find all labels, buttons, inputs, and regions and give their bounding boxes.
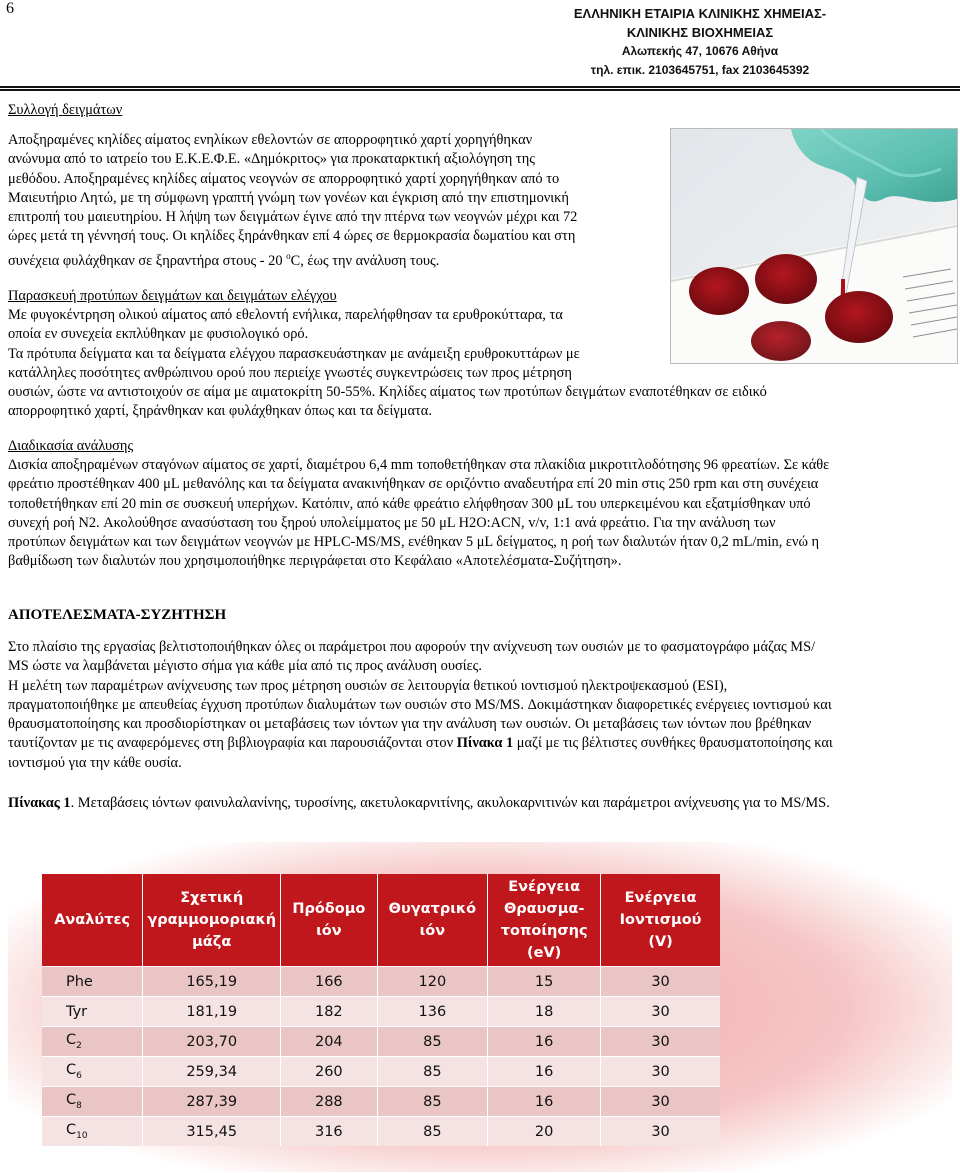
text-line: ώρες μετά τη γέννησή τους. Οι κηλίδες ξηράνθηκαν επί 4 ώρες σε θερμοκρασία δωματίου και στη [8,228,576,245]
text-line: Στο πλαίσιο της εργασίας βελτιστοποιήθηκαν όλες οι παράμετροι που αφορούν την ανίχνευση των ουσιών με το φασματογράφο μάζας MS/ [8,639,816,655]
cell-analyte: Phe [42,967,143,997]
text-line: πραγματοποιήθηκε με απευθείας έγχυση προτύπων διαλυμάτων των ουσιών στο MS/MS. Δοκιμάστηκαν διαφορετικές ενέργειες ιοντισμού και [8,696,832,713]
sample-collection-heading: Συλλογή δειγμάτων [8,102,123,118]
col-header-analytes: Αναλύτες [42,874,143,967]
cell-analyte: $C_2$ [42,1027,143,1057]
letterhead-phone: τηλ. επικ. 2103645751, fax 2103645392 [590,63,810,77]
text-line: θραυσματοποίησης και προσδιορίστηκαν οι μεταβάσεις των ιόντων για την ανάλυση των ουσιών. Οι μεταβάσεις των ιόντων που βρέθηκαν [8,716,812,733]
text-line: MS ώστε να λαμβάνεται μέγιστο σήμα για κάθε μία από τις προς ανάλυση ουσίες. [8,658,482,675]
cell-ionization-energy: 30 [601,997,720,1027]
cell-analyte: $C_8$ [42,1087,143,1117]
col-header-molar-mass: Σχετική γραμμομοριακή μάζα [143,874,281,967]
table-caption-label: Πίνακας 1 [8,795,71,811]
table-reference: Πίνακα 1 [456,735,514,752]
cell-molar-mass: 165,19 [143,967,281,997]
cell-product-ion: 85 [377,1027,488,1057]
letterhead-line-2: ΚΛΙΝΙΚΗΣ ΒΙΟΧΗΜΕΙΑΣ [626,25,774,40]
cell-collision-energy: 16 [488,1087,601,1117]
cell-precursor-ion: 182 [281,997,377,1027]
letterhead-address: Αλωπεκής 47, 10676 Αθήνα [621,44,779,58]
text-line: προτύπων δειγμάτων και των δειγμάτων νεογνών με HPLC-MS/MS, ενέθηκαν 5 μL δείγματος, η ροή των διαλυτών ήταν 0,2 mL/min, ενώ η [8,534,820,551]
cell-analyte: $C_6$ [42,1057,143,1087]
text-line: Η μελέτη των παραμέτρων ανίχνευσης των προς μέτρηση ουσιών σε λειτουργία θετικού ιοντισμού ηλεκτροψεκασμού (ESI), [8,677,728,694]
cell-molar-mass: 181,19 [143,997,281,1027]
cell-collision-energy: 18 [488,997,601,1027]
procedure-paragraph [8,456,958,572]
text-line: Αποξηραμένες κηλίδες αίματος ενηλίκων εθελοντών σε απορροφητικό χαρτί χορηγήθηκαν [8,132,533,148]
cell-precursor-ion: 288 [281,1087,377,1117]
cell-ionization-energy: 30 [601,1087,720,1117]
cell-precursor-ion: 260 [281,1057,377,1087]
text-line: φρεάτιο προστέθηκαν 400 μL μεθανόλης και τα δείγματα ανακινήθηκαν σε οριζόντιο αναδευτήρα επί 20 min στις 250 rpm και στη συνέχεια [8,476,819,493]
cell-analyte: $C_{10}$ [42,1117,143,1147]
cell-precursor-ion: 166 [281,967,377,997]
text-line: ανώνυμα από το ιατρείο του Ε.Κ.Ε.Φ.Ε. «Δημόκριτος» για προκαταρκτική αξιολόγηση της [8,151,535,168]
text-line: Με φυγοκέντρηση ολικού αίματος από εθελοντή ενήλικα, παρελήφθησαν τα ερυθροκύτταρα, τα [8,307,563,323]
text-line: επιτροπή του μαιευτηρίου. Η λήψη των δειγμάτων έγινε από την πτέρνα των νεογνών μέχρι και 72 [8,209,578,226]
cell-molar-mass: 287,39 [143,1087,281,1117]
text-line: Μαιευτήριο Λητώ, με τη σύμφωνη γραπτή γνώμη των γονέων και έγκριση από την επιστημονική [8,189,569,206]
sample-collection-paragraph [8,131,673,271]
text-line: μεθόδου. Αποξηραμένες κηλίδες αίματος νεογνών σε απορροφητικό χαρτί χορηγήθηκαν από το [8,170,560,187]
standards-heading: Παρασκευή προτύπων δειγμάτων και δειγμάτων ελέγχου [8,288,337,304]
cell-product-ion: 136 [377,997,488,1027]
cell-collision-energy: 16 [488,1027,601,1057]
col-header-ionization-energy: Ενέργεια Ιοντισμού (V) [601,874,720,967]
cell-ionization-energy: 30 [601,1027,720,1057]
cell-product-ion: 85 [377,1057,488,1087]
table-glow-background [8,842,952,1172]
text-line: κατάλληλες ποσότητες ανθρώπινου ορού που περιείχε γνωστές συγκεντρώσεις των προς μέτρηση [8,364,572,381]
page-number: 6 [6,0,14,17]
ion-transitions-table [42,874,720,1146]
cell-product-ion: 120 [377,967,488,997]
col-header-collision-energy: Ενέργεια Θραυσμα-τοποίησης (eV) [488,874,601,967]
text-line: απορροφητικό χαρτί, ξηράνθηκαν και φυλάχθηκαν όπως και τα δείγματα. [8,403,432,420]
text-line: ταυτίζονταν με τις αναφερόμενες στη βιβλιογραφία και παρουσιάζονται στον Πίνακα 1 μαζί με τις βέλτιστες συνθήκες θραυσματοποίησης και [8,735,833,752]
text-line: βαθμίδωση των διαλυτών που χρησιμοποιήθηκε περιγράφεται στο Κεφάλαιο «Αποτελέσματα-Συζήτηση». [8,553,622,570]
cell-molar-mass: 203,70 [143,1027,281,1057]
table-caption: Πίνακας 1. Μεταβάσεις ιόντων φαινυλαλανίνης, τυροσίνης, ακετυλοκαρνιτίνης, ακυλοκαρνιτινών και παράμετροι ανίχνευσης για το MS/MS. [8,795,830,811]
cell-ionization-energy: 30 [601,1117,720,1147]
table-row [42,1027,720,1057]
results-paragraph [8,638,958,773]
table-header-row [42,874,720,967]
cell-product-ion: 85 [377,1117,488,1147]
cell-collision-energy: 15 [488,967,601,997]
procedure-heading: Διαδικασία ανάλυσης [8,438,134,454]
table-row [42,1057,720,1087]
table-row [42,1117,720,1147]
header-divider [0,86,960,91]
letterhead-line-1: ΕΛΛΗΝΙΚΗ ΕΤΑΙΡΙΑ ΚΛΙΝΙΚΗΣ ΧΗΜΕΙΑΣ- [573,6,827,21]
text-line: τοποθετήθηκαν επί 20 min σε συσκευή υπερήχων. Κατόπιν, από κάθε φρεάτιο ελήφθησαν 300 μL του υπερκειμένου και εξατμίσθηκαν υπό [8,495,811,512]
text-line: συνέχεια φυλάχθηκαν σε ξηραντήρα στους - 20 $^o$C, έως την ανάλυση τους. [8,250,440,269]
letterhead [540,4,860,80]
text-line: Δισκία αποξηραμένων σταγόνων αίματος σε χαρτί, διαμέτρου 6,4 mm τοποθετήθηκαν στα πλακίδια μικροτιτλοδότησης 96 φρεατίων. Σε κάθε [8,457,830,473]
cell-product-ion: 85 [377,1087,488,1117]
cell-ionization-energy: 30 [601,1057,720,1087]
cell-ionization-energy: 30 [601,967,720,997]
col-header-product-ion: Θυγατρικό ιόν [377,874,488,967]
cell-molar-mass: 259,34 [143,1057,281,1087]
text-line: ιοντισμού για την κάθε ουσία. [8,754,182,771]
cell-analyte: Tyr [42,997,143,1027]
table-row [42,967,720,997]
cell-molar-mass: 315,45 [143,1117,281,1147]
text-line: συνεχή ροή N2. Ακολούθησε ανασύσταση του ξηρού υπολείμματος με 50 μL H2O:ACN, v/v, 1:1 ανά φρεάτιο. Για την ανάλυση των [8,514,776,531]
cell-collision-energy: 16 [488,1057,601,1087]
text-line: οποία εν συνεχεία εκπλύθηκαν με φυσιολογικό ορό. [8,326,309,343]
text-line: Τα πρότυπα δείγματα και τα δείγματα ελέγχου παρασκευάστηκαν με ανάμειξη ερυθροκυττάρων με [8,345,580,362]
table-row [42,1087,720,1117]
cell-precursor-ion: 204 [281,1027,377,1057]
table-row [42,997,720,1027]
cell-precursor-ion: 316 [281,1117,377,1147]
standards-paragraph [8,306,958,422]
results-heading: ΑΠΟΤΕΛΕΣΜΑΤΑ-ΣΥΖΗΤΗΣΗ [8,607,227,623]
col-header-precursor-ion: Πρόδομο ιόν [281,874,377,967]
cell-collision-energy: 20 [488,1117,601,1147]
text-line: ουσιών, ώστε να αντιστοιχούν σε αίμα με αιματοκρίτη 50-55%. Κηλίδες αίματος των προτύπων δειγμάτων εναποτέθηκαν σε ειδικό [8,384,767,401]
